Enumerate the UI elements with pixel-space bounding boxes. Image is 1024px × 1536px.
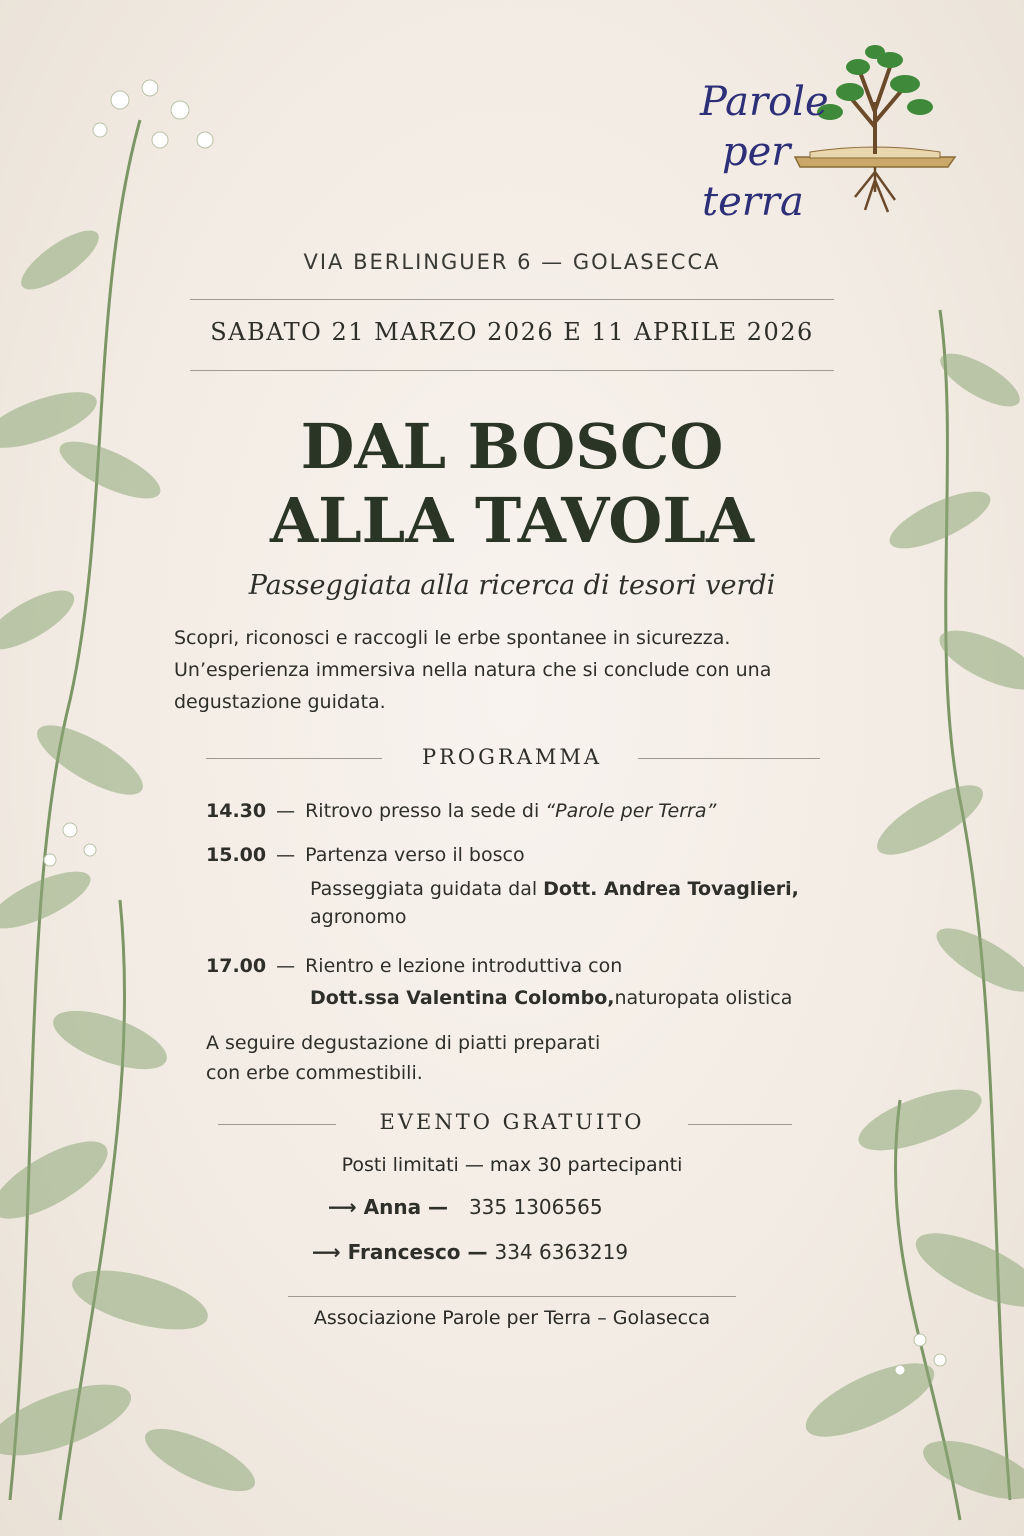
contact-francesco	[312, 1240, 628, 1264]
program-item-3	[206, 955, 622, 977]
divider-top	[190, 299, 834, 300]
program-time: 14.30	[206, 800, 267, 822]
venue-address: VIA BERLINGUER 6 — GOLASECCA	[303, 250, 721, 274]
booking-heading: EVENTO GRATUITO	[379, 1110, 645, 1134]
contact-name: Francesco —	[347, 1240, 488, 1264]
program-item-2	[206, 844, 525, 866]
program-text: Ritrovo presso la sede di	[305, 800, 546, 822]
program-item-3-detail	[310, 987, 792, 1009]
divider-program-right	[638, 758, 820, 759]
association-logo	[690, 42, 970, 225]
event-title	[0, 410, 1024, 558]
program-time: 15.00	[206, 844, 267, 866]
contact-name: Anna —	[363, 1195, 449, 1219]
lecturer-name: Dott.ssa Valentina Colombo,	[310, 987, 615, 1009]
booking-limit: Posti limitati — max 30 partecipanti	[341, 1154, 683, 1176]
program-item-2-detail	[310, 878, 799, 900]
intro-line: degustazione guidata.	[174, 691, 386, 713]
program-text: naturopata olistica	[614, 987, 793, 1009]
event-subtitle: Passeggiata alla ricerca di tesori verdi	[248, 570, 776, 601]
title-line-2: ALLA TAVOLA	[269, 484, 755, 557]
program-text: Rientro e lezione introduttiva con	[305, 955, 623, 977]
program-text: Passeggiata guidata dal	[310, 878, 544, 900]
contact-phone: 334 6363219	[494, 1240, 629, 1264]
program-dash: —	[276, 800, 296, 822]
contact-anna	[328, 1195, 603, 1219]
logo-word-3: terra	[702, 179, 804, 225]
intro-line: Scopri, riconosci e raccogli le erbe spontanee in sicurezza.	[174, 627, 731, 649]
arrow-right-icon: ⟶	[312, 1240, 341, 1264]
divider-footer	[288, 1296, 736, 1297]
intro-paragraph	[174, 622, 864, 718]
program-text: Partenza verso il bosco	[305, 844, 525, 866]
logo-word-2: per	[722, 129, 791, 175]
program-item-1	[206, 800, 716, 822]
divider-date	[190, 370, 834, 371]
program-closing-2: con erbe commestibili.	[206, 1062, 423, 1084]
intro-line: Un’esperienza immersiva nella natura che si conclude con una	[174, 659, 772, 681]
arrow-right-icon: ⟶	[328, 1195, 357, 1219]
divider-booking-right	[688, 1124, 792, 1125]
logo-word-1: Parole	[700, 79, 829, 125]
program-dash: —	[276, 844, 296, 866]
title-line-1: DAL BOSCO	[300, 410, 724, 483]
guide-name: Dott. Andrea Tovaglieri,	[543, 878, 799, 900]
program-venue-name: “Parole per Terra”	[545, 800, 717, 822]
program-time: 17.00	[206, 955, 267, 977]
contact-phone: 335 1306565	[468, 1195, 603, 1219]
program-item-2-role: agronomo	[310, 906, 407, 928]
footer-association: Associazione Parole per Terra – Golasecca	[313, 1307, 711, 1329]
program-heading: PROGRAMMA	[421, 745, 603, 769]
event-dates: SABATO 21 MARZO 2026 E 11 APRILE 2026	[210, 318, 814, 346]
program-dash: —	[276, 955, 296, 977]
program-closing-1: A seguire degustazione di piatti preparati	[206, 1032, 601, 1054]
